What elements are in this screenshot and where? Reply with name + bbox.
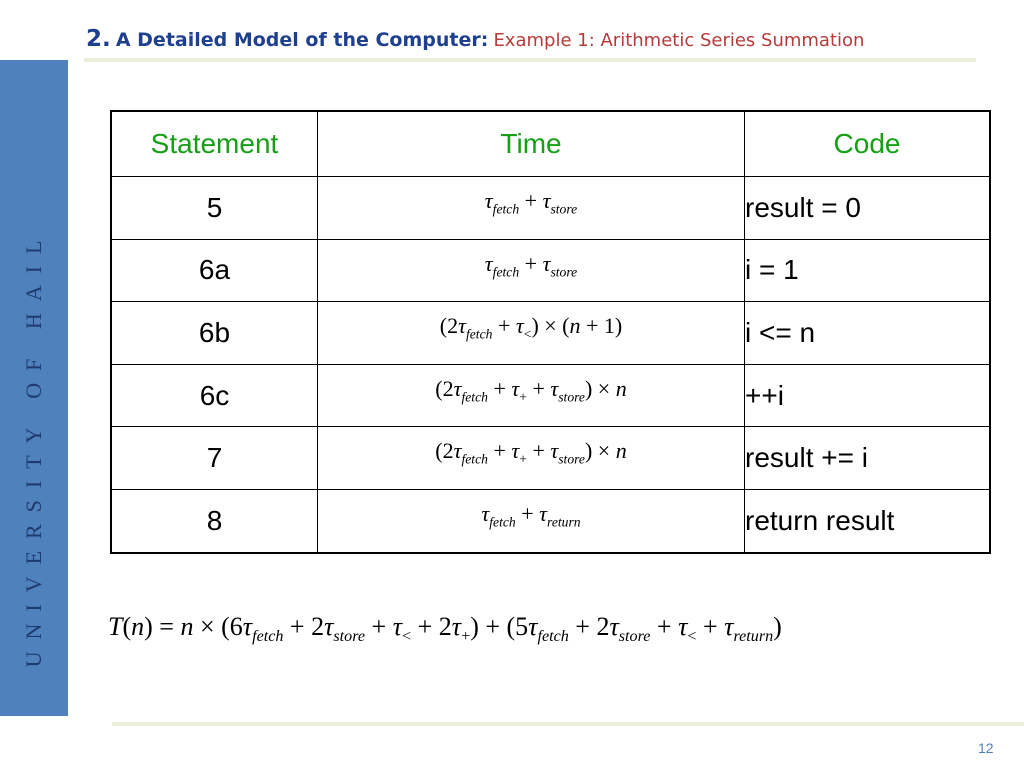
header-statement: Statement	[111, 111, 318, 177]
university-sidebar	[0, 60, 68, 716]
time-cell: $(2\tau_{fetch} + \tau_+ + \tau_{store}) \times n$	[318, 427, 745, 490]
time-cell: $\tau_{fetch} + \tau_{store}$	[318, 239, 745, 302]
code-cell: ++i	[745, 364, 991, 427]
table-row	[111, 302, 990, 365]
title-main: A Detailed Model of the Computer:	[115, 29, 489, 51]
table-row	[111, 177, 990, 240]
time-cell: $\tau_{fetch} + \tau_{store}$	[318, 177, 745, 240]
statement-cell: 8	[111, 489, 318, 553]
table-row	[111, 489, 990, 553]
code-cell: i <= n	[745, 302, 991, 365]
total-time-formula: $T(n) = n \times (6\tau_{fetch} + 2\tau_{store} + \tau_< + 2\tau_+) + (5\tau_{fetch} + 2\tau_{store} + \tau_< + \tau_{return})$	[108, 612, 782, 646]
header-time: Time	[318, 111, 745, 177]
header-code: Code	[745, 111, 991, 177]
code-cell: result = 0	[745, 177, 991, 240]
title-number: 2.	[86, 26, 111, 52]
code-cell: i = 1	[745, 239, 991, 302]
table-row	[111, 427, 990, 490]
table-row	[111, 364, 990, 427]
time-cell: $(2\tau_{fetch} + \tau_+ + \tau_{store}) \times n$	[318, 364, 745, 427]
statement-cell: 7	[111, 427, 318, 490]
time-cell: $(2\tau_{fetch} + \tau_<) \times (n + 1)$	[318, 302, 745, 365]
page-number: 12	[978, 740, 994, 756]
title-sub: Example 1: Arithmetic Series Summation	[493, 30, 865, 51]
statement-cell: 6b	[111, 302, 318, 365]
table-row	[111, 239, 990, 302]
university-name: UNIVERSITY OF HAIL	[21, 228, 46, 668]
timing-table	[110, 110, 991, 554]
statement-cell: 5	[111, 177, 318, 240]
bottom-divider	[112, 722, 1024, 726]
code-cell: result += i	[745, 427, 991, 490]
table-header-row	[111, 111, 990, 177]
statement-cell: 6a	[111, 239, 318, 302]
time-cell: $\tau_{fetch} + \tau_{return}$	[318, 489, 745, 553]
code-cell: return result	[745, 489, 991, 553]
top-divider	[84, 58, 976, 62]
slide-title	[86, 26, 864, 52]
statement-cell: 6c	[111, 364, 318, 427]
